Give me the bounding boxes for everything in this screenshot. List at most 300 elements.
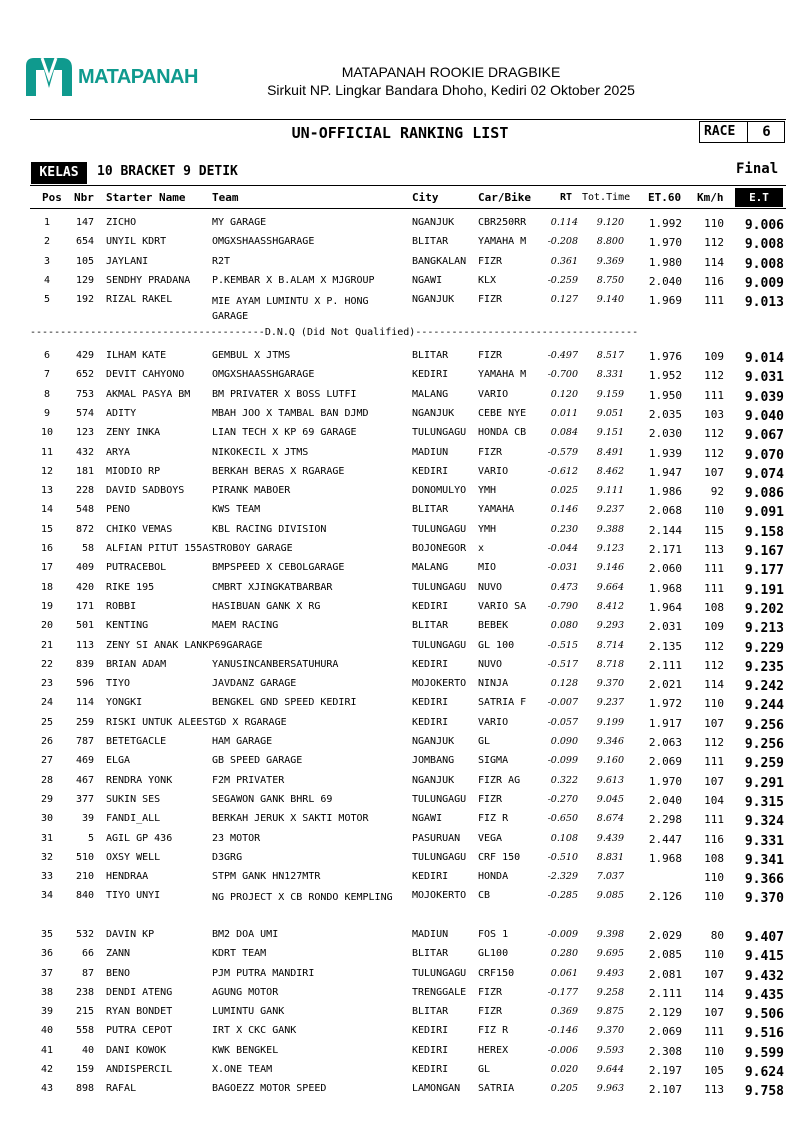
cell-car: FIZR (478, 1006, 503, 1018)
cell-city: LAMONGAN (412, 1083, 461, 1095)
cell-nbr: 654 (75, 236, 94, 248)
cell-kmh: 113 (704, 543, 724, 556)
cell-city: DONOMULYO (412, 485, 467, 497)
kelas-label: KELAS (31, 162, 87, 184)
cell-kmh: 111 (704, 388, 724, 402)
cell-team: KWS TEAM (212, 504, 261, 516)
cell-et60: 2.107 (648, 1083, 682, 1097)
cell-name: BRIAN ADAM (106, 658, 167, 670)
cell-pos: 11 (40, 446, 54, 458)
col-et: E.T (735, 188, 783, 207)
cell-city: KEDIRI (412, 1025, 449, 1037)
cell-rt: -0.790 (547, 600, 578, 612)
cell-car: FOS 1 (478, 928, 509, 940)
cell-team: MBAH JOO X TAMBAL BAN DJMD (212, 407, 369, 419)
cell-name: PUTRACEBOL (106, 562, 167, 574)
cell-pos: 31 (40, 832, 54, 844)
cell-kmh: 104 (704, 793, 724, 807)
cell-tot: 9.369 (596, 255, 624, 267)
cell-pos: 40 (40, 1025, 54, 1037)
cell-et60: 1.986 (648, 485, 682, 499)
cell-team: IRT X CKC GANK (212, 1025, 297, 1037)
cell-name: JAYLANI (106, 255, 149, 267)
cell-rt: 0.025 (550, 485, 578, 497)
cell-team: NIKOKECIL X JTMS (212, 446, 309, 458)
cell-rt: -0.177 (547, 986, 578, 998)
cell-car: FIZR AG (478, 774, 521, 786)
cell-car: MIO (478, 562, 497, 574)
table-row (0, 775, 807, 794)
cell-team: BENGKEL GND SPEED KEDIRI (212, 697, 357, 709)
cell-pos: 24 (40, 697, 54, 709)
cell-pos: 37 (40, 967, 54, 979)
cell-et: 9.432 (744, 968, 784, 984)
cell-rt: 0.020 (550, 1064, 578, 1075)
cell-nbr: 5 (87, 832, 94, 844)
col-city: City (412, 191, 439, 204)
cell-city: BLITAR (412, 620, 449, 632)
cell-name: BENO (106, 967, 131, 979)
cell-team: SEGAWON GANK BHRL 69 (212, 793, 333, 805)
cell-tot: 8.491 (596, 446, 624, 458)
cell-car: CBR250RR (478, 217, 527, 228)
table-row (0, 236, 807, 255)
cell-kmh: 107 (704, 774, 724, 788)
cell-tot: 9.293 (596, 620, 624, 632)
cell-tot: 9.146 (596, 562, 624, 574)
cell-tot: 9.370 (596, 678, 624, 690)
cell-et60: 2.129 (648, 1006, 682, 1020)
table-row (0, 697, 807, 716)
cell-et60: 2.060 (648, 562, 682, 576)
cell-car: KLX (478, 274, 497, 286)
cell-et60: 2.040 (648, 274, 682, 288)
cell-pos: 42 (40, 1064, 54, 1075)
cell-et: 9.407 (744, 929, 784, 945)
cell-name: RIZAL RAKEL (106, 294, 173, 306)
cell-tot: 7.037 (596, 871, 624, 883)
cell-nbr: 210 (75, 871, 94, 883)
cell-rt: -0.515 (547, 639, 578, 651)
cell-city: KEDIRI (412, 1044, 449, 1056)
cell-et60: 2.308 (648, 1044, 682, 1058)
cell-et60: 2.035 (648, 407, 682, 421)
cell-pos: 15 (40, 523, 54, 535)
header-underline (30, 208, 786, 209)
cell-name: DANI KOWOK (106, 1044, 167, 1056)
cell-et: 9.370 (744, 891, 784, 907)
cell-car: BEBEK (478, 620, 509, 632)
cell-et60: 1.976 (648, 350, 682, 363)
cell-et60: 1.950 (648, 388, 682, 402)
cell-et60: 1.968 (648, 581, 682, 595)
cell-kmh: 107 (704, 1006, 724, 1020)
cell-kmh: 111 (704, 294, 724, 308)
cell-et: 9.259 (744, 756, 784, 772)
cell-pos: 2 (43, 236, 51, 248)
table-row (0, 813, 807, 832)
cell-et60: 2.126 (648, 890, 682, 904)
col-tot: Tot.Time (582, 192, 631, 203)
cell-car: SIGMA (478, 755, 509, 767)
table-row (0, 1045, 807, 1064)
cell-pos: 12 (40, 465, 54, 477)
cell-car: GL (478, 1064, 491, 1075)
cell-city: BLITAR (412, 504, 449, 516)
cell-rt: -0.285 (547, 890, 578, 902)
cell-car: YMH (478, 523, 497, 535)
cell-tot: 9.237 (596, 697, 624, 709)
table-row (0, 256, 807, 275)
cell-pos: 27 (40, 755, 54, 767)
cell-et: 9.067 (744, 428, 784, 444)
cell-pos: 1 (43, 217, 51, 228)
cell-rt: -0.031 (547, 562, 578, 574)
cell-tot: 8.718 (596, 658, 624, 670)
cell-name: CHIKO VEMAS (106, 523, 173, 535)
cell-name: PUTRA CEPOT (106, 1025, 173, 1037)
cell-tot: 9.370 (596, 1025, 624, 1037)
col-kmh: Km/h (697, 191, 724, 204)
cell-kmh: 114 (704, 986, 724, 1000)
cell-kmh: 114 (704, 255, 724, 269)
cell-city: KEDIRI (412, 716, 449, 728)
cell-city: TULUNGAGU (412, 427, 467, 439)
cell-tot: 9.159 (596, 388, 624, 400)
cell-tot: 9.258 (596, 986, 624, 998)
cell-kmh: 109 (704, 350, 724, 363)
cell-car: VARIO SA (478, 600, 527, 612)
table-row (0, 794, 807, 813)
cell-name: BETETGACLE (106, 736, 167, 747)
cell-et60: 2.081 (648, 967, 682, 981)
cell-kmh: 112 (704, 236, 724, 250)
cell-team: BERKAH BERAS X RGARAGE (212, 465, 345, 477)
cell-city: MADIUN (412, 446, 449, 458)
cell-tot: 9.439 (596, 832, 624, 844)
cell-city: NGAWI (412, 274, 443, 286)
cell-kmh: 110 (704, 217, 724, 230)
cell-et: 9.624 (744, 1065, 784, 1080)
col-team: Team (212, 191, 239, 204)
cell-car: HEREX (478, 1044, 509, 1056)
dnq-dashes-right: ------------------------------------- (415, 327, 639, 338)
cell-rt: 0.369 (550, 1006, 578, 1018)
cell-car: HONDA CB (478, 427, 527, 439)
cell-city: TRENGGALE (412, 986, 467, 998)
cell-nbr: 467 (75, 774, 94, 786)
cell-pos: 10 (40, 427, 54, 439)
cell-nbr: 377 (75, 793, 94, 805)
cell-pos: 6 (43, 350, 51, 361)
cell-name: ADITY (106, 407, 137, 419)
cell-tot: 9.085 (596, 890, 624, 902)
cell-pos: 25 (40, 716, 54, 728)
table-row (0, 987, 807, 1006)
cell-et: 9.256 (744, 717, 784, 733)
cell-car: VARIO (478, 716, 509, 728)
table-row (0, 1064, 807, 1083)
cell-car: SATRIA F (478, 697, 527, 709)
table-row (0, 736, 807, 755)
cell-rt: -0.497 (547, 350, 578, 361)
cell-tot: 9.051 (596, 407, 624, 419)
cell-nbr: 548 (75, 504, 94, 516)
table-row (0, 1025, 807, 1044)
cell-team: GEMBUL X JTMS (212, 350, 291, 361)
cell-car: CRF150 (478, 967, 515, 979)
cell-kmh: 107 (704, 967, 724, 981)
cell-rt: -0.044 (547, 543, 578, 554)
cell-team: 23 MOTOR (212, 832, 261, 844)
cell-rt: 0.361 (550, 255, 578, 267)
cell-rt: -0.146 (547, 1025, 578, 1037)
cell-kmh: 112 (704, 369, 724, 383)
cell-name: RENDRA YONK (106, 774, 173, 786)
cell-pos: 9 (43, 407, 51, 419)
cell-name: AKMAL PASYA BM (106, 388, 191, 400)
cell-et60: 2.197 (648, 1064, 682, 1077)
cell-et: 9.009 (744, 275, 784, 291)
cell-car: NUVO (478, 581, 503, 593)
cell-tot: 9.695 (596, 948, 624, 960)
cell-name: OXSY WELL (106, 851, 161, 863)
cell-city: TULUNGAGU (412, 793, 467, 805)
cell-car: x (478, 543, 485, 554)
cell-tot: 8.517 (596, 350, 624, 361)
cell-kmh: 111 (704, 562, 724, 576)
cell-city: NGAWI (412, 813, 443, 825)
cell-team: BAGOEZZ MOTOR SPEED (212, 1083, 327, 1095)
cell-car: HONDA (478, 871, 509, 883)
cell-team: NG PROJECT X CB RONDO KEMPLING (212, 892, 393, 904)
cell-et: 9.366 (744, 872, 784, 888)
cell-rt: -0.009 (547, 928, 578, 940)
cell-city: BANGKALAN (412, 255, 467, 267)
cell-et: 9.242 (744, 679, 784, 695)
race-label: RACE (704, 124, 736, 139)
cell-tot: 9.151 (596, 427, 624, 439)
cell-kmh: 114 (704, 678, 724, 692)
cell-city: TULUNGAGU (412, 639, 467, 651)
cell-name: DAVID SADBOYS (106, 485, 185, 497)
cell-rt: 0.280 (550, 948, 578, 960)
cell-et: 9.006 (744, 218, 784, 233)
cell-pos: 5 (43, 294, 51, 306)
cell-et60: 2.068 (648, 504, 682, 518)
cell-nbr: 840 (75, 890, 94, 902)
cell-pos: 8 (43, 388, 51, 400)
cell-city: NGANJUK (412, 294, 455, 306)
cell-pos: 20 (40, 620, 54, 632)
cell-name: RAFAL (106, 1083, 137, 1095)
cell-nbr: 409 (75, 562, 94, 574)
cell-nbr: 872 (75, 523, 94, 535)
table-row (0, 543, 807, 562)
cell-kmh: 110 (704, 504, 724, 518)
cell-name: ZANN (106, 948, 131, 960)
table-row (0, 929, 807, 948)
cell-team: KWK BENGKEL (212, 1044, 279, 1056)
cell-et: 9.040 (744, 408, 784, 424)
cell-team: CMBRT XJINGKATBARBAR (212, 581, 333, 593)
cell-pos: 41 (40, 1044, 54, 1056)
cell-pos: 33 (40, 871, 54, 883)
cell-team: PIRANK MABOER (212, 485, 291, 497)
cell-nbr: 558 (75, 1025, 94, 1037)
cell-rt: 0.127 (550, 294, 578, 306)
cell-name: PENO (106, 504, 131, 516)
cell-kmh: 110 (704, 948, 724, 962)
cell-rt: -0.057 (547, 716, 578, 728)
cell-kmh: 112 (704, 736, 724, 749)
table-row (0, 504, 807, 523)
cell-et: 9.516 (744, 1026, 784, 1042)
cell-kmh: 111 (704, 813, 724, 827)
cell-et: 9.070 (744, 447, 784, 463)
cell-pos: 14 (40, 504, 54, 516)
cell-city: BLITAR (412, 1006, 449, 1018)
cell-kmh: 110 (704, 890, 724, 904)
cell-city: BLITAR (412, 350, 449, 361)
col-pos: Pos (42, 191, 62, 204)
cell-et: 9.229 (744, 640, 784, 656)
table-row (0, 389, 807, 408)
cell-nbr: 181 (75, 465, 94, 477)
cell-team: BERKAH JERUK X SAKTI MOTOR (212, 813, 369, 825)
cell-et60: 1.947 (648, 465, 682, 479)
cell-city: KEDIRI (412, 465, 449, 477)
cell-kmh: 116 (704, 832, 724, 846)
cell-nbr: 113 (75, 639, 94, 651)
cell-nbr: 58 (81, 543, 94, 554)
logo-text: MATAPANAH (78, 66, 198, 88)
cell-city: BLITAR (412, 236, 449, 248)
cell-name: ZENY INKA (106, 427, 161, 439)
table-row (0, 755, 807, 774)
cell-et: 9.074 (744, 466, 784, 482)
cell-pos: 28 (40, 774, 54, 786)
cell-kmh: 80 (710, 928, 724, 942)
cell-city: NGANJUK (412, 774, 455, 786)
cell-rt: 0.128 (550, 678, 578, 690)
cell-team: STPM GANK HN127MTR (212, 871, 321, 883)
cell-rt: -0.006 (547, 1044, 578, 1056)
cell-et60: 2.030 (648, 427, 682, 441)
stage-label: Final (736, 161, 779, 177)
cell-et60: 2.135 (648, 639, 682, 653)
table-row (0, 1006, 807, 1025)
cell-city: TULUNGAGU (412, 851, 467, 863)
event-title: MATAPANAH ROOKIE DRAGBIKE (341, 64, 561, 80)
cell-nbr: 753 (75, 388, 94, 400)
cell-et: 9.013 (744, 295, 784, 311)
ranking-title: UN-OFFICIAL RANKING LIST (291, 124, 509, 142)
cell-rt: 0.011 (550, 407, 578, 419)
cell-pos: 16 (40, 543, 54, 554)
cell-nbr: 259 (75, 716, 94, 728)
cell-rt: 0.090 (550, 736, 578, 747)
cell-et60: 1.968 (648, 851, 682, 865)
cell-tot: 9.613 (596, 774, 624, 786)
cell-et60: 2.111 (648, 658, 682, 672)
cell-rt: 0.120 (550, 388, 578, 400)
table-row (0, 294, 807, 323)
cell-name: TIYO (106, 678, 131, 690)
cell-team: BM PRIVATER X BOSS LUTFI (212, 388, 357, 400)
cell-pos: 23 (40, 678, 54, 690)
cell-et: 9.039 (744, 389, 784, 405)
cell-tot: 9.963 (596, 1083, 624, 1095)
cell-city: KEDIRI (412, 871, 449, 883)
cell-team: P.KEMBAR X B.ALAM X MJGROUP (212, 274, 375, 286)
cell-nbr: 171 (75, 600, 94, 612)
cell-rt: -2.329 (547, 871, 578, 883)
cell-rt: -0.007 (547, 697, 578, 709)
table-row (0, 369, 807, 388)
cell-et: 9.331 (744, 833, 784, 849)
cell-team: HASIBUAN GANK X RG (212, 600, 321, 612)
cell-name: ANDISPERCIL (106, 1064, 173, 1075)
cell-pos: 22 (40, 658, 54, 670)
cell-nbr: 129 (75, 274, 94, 286)
cell-et: 9.235 (744, 659, 784, 675)
cell-city: JOMBANG (412, 755, 455, 767)
cell-et: 9.031 (744, 370, 784, 386)
cell-nbr: 469 (75, 755, 94, 767)
cell-team: BMPSPEED X CEBOLGARAGE (212, 562, 345, 574)
cell-et: 9.315 (744, 794, 784, 810)
table-row (0, 717, 807, 736)
cell-nbr: 228 (75, 485, 94, 497)
cell-nbr: 787 (75, 736, 94, 747)
cell-et60: 2.298 (648, 813, 682, 827)
cell-et60: 2.021 (648, 678, 682, 692)
cell-name: ZICHO (106, 217, 137, 228)
cell-city: MALANG (412, 388, 449, 400)
cell-kmh: 111 (704, 755, 724, 769)
cell-name: ZENY SI ANAK LANKP69GARAGE (106, 639, 263, 651)
cell-car: GL100 (478, 948, 509, 960)
cell-city: KEDIRI (412, 369, 449, 381)
cell-pos: 4 (43, 274, 51, 286)
cell-team: LUMINTU GANK (212, 1006, 285, 1018)
cell-rt: 0.114 (550, 217, 578, 228)
cell-kmh: 107 (704, 716, 724, 730)
cell-rt: 0.322 (550, 774, 578, 786)
table-row (0, 275, 807, 294)
table-row (0, 408, 807, 427)
cell-car: YMH (478, 485, 497, 497)
cell-nbr: 87 (81, 967, 94, 979)
cell-nbr: 192 (75, 294, 94, 306)
cell-rt: 0.473 (550, 581, 578, 593)
table-row (0, 447, 807, 466)
cell-nbr: 652 (75, 369, 94, 381)
col-nbr: Nbr (74, 191, 94, 204)
cell-nbr: 66 (81, 948, 94, 960)
table-row (0, 833, 807, 852)
col-car: Car/Bike (478, 191, 531, 204)
table-row (0, 640, 807, 659)
cell-team: MAEM RACING (212, 620, 279, 632)
cell-kmh: 111 (704, 581, 724, 595)
cell-team: MY GARAGE (212, 217, 267, 228)
cell-pos: 38 (40, 986, 54, 998)
cell-et60: 1.970 (648, 236, 682, 250)
table-row (0, 871, 807, 890)
cell-city: TULUNGAGU (412, 523, 467, 535)
